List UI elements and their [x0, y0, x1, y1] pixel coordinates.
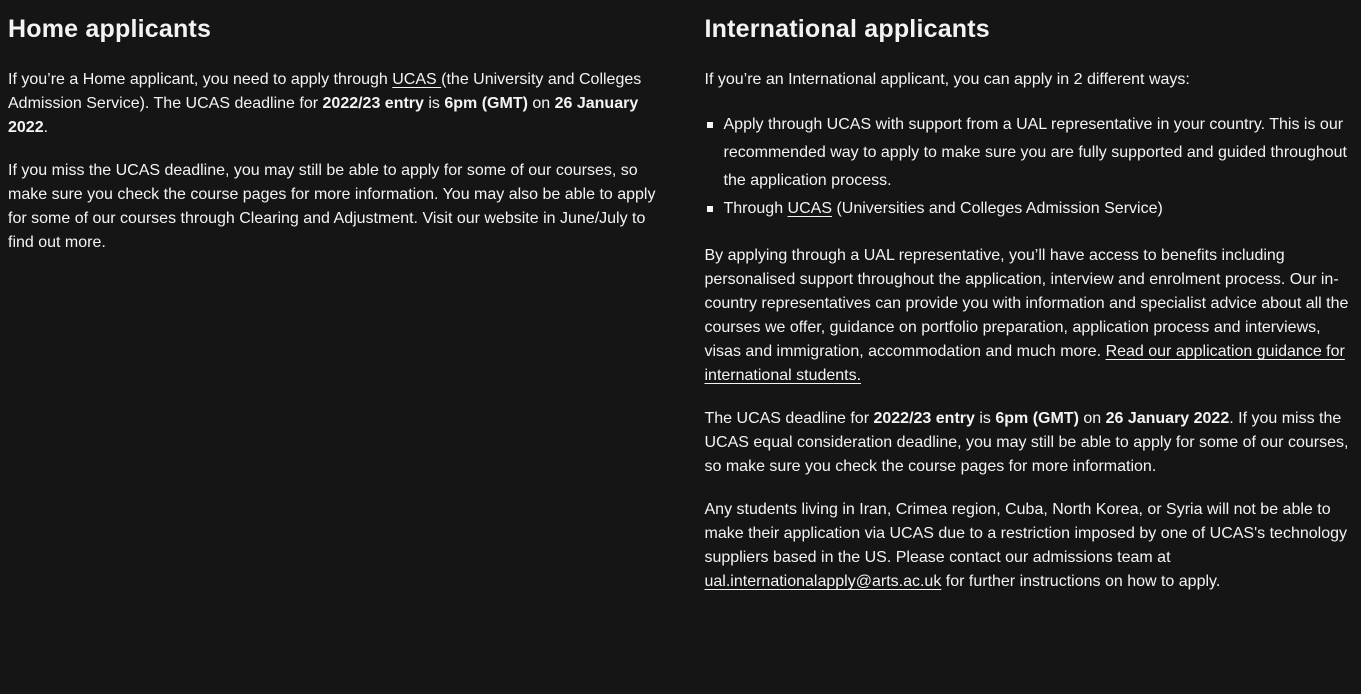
- text-segment: 6pm (GMT): [995, 410, 1079, 427]
- text-segment: is: [974, 410, 996, 427]
- text-segment: The UCAS deadline for: [704, 410, 874, 427]
- text-segment: .: [43, 119, 49, 136]
- home-applicants-heading: Home applicants: [8, 15, 212, 43]
- text-segment: on: [527, 95, 555, 112]
- international-guidance-link[interactable]: Read our application guidance for international students.: [704, 343, 1345, 384]
- text-segment: is: [423, 95, 445, 112]
- text-segment: 26 January 2022: [8, 95, 639, 136]
- text-segment: If you’re an International applicant, you can apply in 2 different ways:: [704, 71, 1190, 88]
- text-segment: for further instructions on how to apply.: [941, 573, 1221, 590]
- international-paragraph-benefits: [705, 244, 1354, 388]
- text-segment: If you miss the UCAS deadline, you may still be able to apply for some of our courses, so make sure you check the course pages for more information. You may also be able to apply for some of our courses through Clearing and Adjustment. Visit our website in June/July to find out more.: [8, 162, 656, 251]
- apply-ways-list: [705, 111, 1354, 223]
- text-segment: By applying through a UAL representative, you’ll have access to benefits including personalised support throughout the application, interview and enrolment process. Our in-country representatives can provide you with information and specialist advice about all the courses we offer, guidance on portfolio preparation, application process and interviews, visas and immigration, accommodation and much more.: [704, 247, 1349, 360]
- home-applicants-column: [8, 14, 657, 274]
- text-segment: If you’re a Home applicant, you need to apply through: [8, 71, 393, 88]
- text-segment: on: [1078, 410, 1106, 427]
- international-applicants-heading: International applicants: [704, 15, 990, 43]
- international-paragraph-deadline: [705, 407, 1354, 479]
- text-segment: Apply through UCAS with support from a UAL representative in your country. This is our recommended way to apply to make sure you are fully supported and guided throughout the application process.: [723, 116, 1347, 189]
- text-segment: Through: [723, 200, 788, 217]
- text-segment: Any students living in Iran, Crimea region, Cuba, North Korea, or Syria will not be able to make their application via UCAS due to a restriction imposed by one of UCAS's technology suppliers based in the US. Please contact our admissions team at: [704, 501, 1347, 566]
- text-segment: 26 January 2022: [1105, 410, 1230, 427]
- international-intro-paragraph: [705, 68, 1354, 92]
- list-item-through-ucas: [705, 195, 1354, 223]
- international-paragraph-restrictions: [705, 498, 1354, 594]
- list-item-ual-representative: [705, 111, 1354, 195]
- text-segment: . If you miss the UCAS equal consideration deadline, you may still be able to apply for some of our courses, so make sure you check the course pages for more information.: [704, 410, 1349, 475]
- admissions-email-link[interactable]: ual.internationalapply@arts.ac.uk: [704, 573, 942, 590]
- ucas-link[interactable]: UCAS: [787, 200, 832, 217]
- text-segment: (Universities and Colleges Admission Service): [832, 200, 1163, 217]
- home-paragraph-clearing: [8, 159, 657, 255]
- text-segment: 2022/23 entry: [873, 410, 975, 427]
- ucas-link[interactable]: UCAS: [392, 71, 442, 88]
- text-segment: (the University and Colleges Admission Service). The UCAS deadline for: [8, 71, 642, 112]
- international-applicants-column: [705, 14, 1354, 613]
- home-paragraph-deadline: [8, 68, 657, 140]
- text-segment: 6pm (GMT): [444, 95, 528, 112]
- text-segment: 2022/23 entry: [322, 95, 424, 112]
- applicants-section: [8, 14, 1353, 613]
